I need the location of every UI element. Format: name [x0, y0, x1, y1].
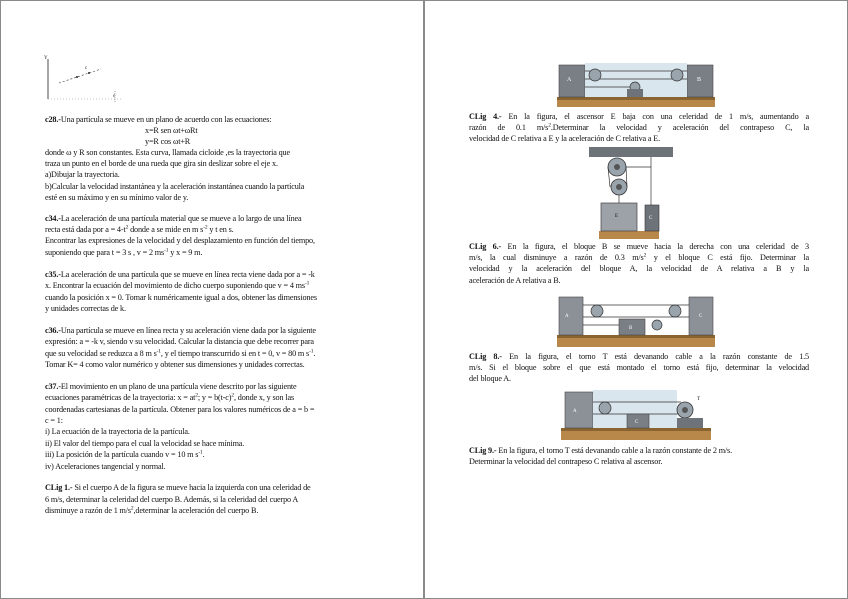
- p28-line2: donde ω y R son constantes. Esta curva, llamada cicloide ,es la trayectoria que: [45, 148, 290, 157]
- clig8-line3: del bloque A.: [469, 374, 511, 383]
- cycloid-sketch: [41, 53, 131, 107]
- p36-line2: expresión: a = -k v, siendo v su velocidad. Calcular la distancia que debe recorrer para: [45, 337, 314, 346]
- p28-title: c28.-: [45, 115, 61, 124]
- clig1-title: CLig 1.-: [45, 483, 73, 492]
- p28-line1: c28.-Una partícula se mueve en un plano de acuerdo con las ecuaciones:: [45, 115, 272, 124]
- graph-label-cc: c: [113, 94, 116, 99]
- p37-item-i: i) La ecuación de la trayectoria de la partícula.: [45, 427, 190, 436]
- clig1-line1: CLig 1.- Si el cuerpo A de la figura se mueve hacia la izquierda con una celeridad de: [45, 483, 311, 492]
- p28-item-b2: esté en su máximo y en su mínimo valor de y.: [45, 193, 189, 202]
- clig1-line3: disminuye a razón de 1 $m/s^2,determinar$ la aceleración del cuerpo B.: [45, 505, 259, 515]
- fig6-label-c: C: [649, 216, 653, 221]
- p37-line3: coordenadas cartesianas de la partícula. Obtener para los valores numéricos de a = b =: [45, 405, 315, 414]
- p37-item-iii: iii) La posición de la partícula cuando v = 10 m $s^{-1}$.: [45, 449, 205, 459]
- graph-label-c: c: [85, 66, 88, 71]
- clig6-title: CLig 6.-: [469, 242, 502, 251]
- p37-line4: c = 1:: [45, 416, 63, 425]
- p28-eq2: y=R cos ωt+R: [145, 137, 191, 146]
- p35-title: c35.-: [45, 270, 61, 279]
- fig9-label-c: C: [635, 420, 639, 425]
- p28-line3: traza un punto en el borde de una rueda que gira sin deslizar sobre el eje x.: [45, 159, 278, 168]
- clig4-line3: velocidad de C relativa a E y la aceleración de C relativa a E.: [469, 134, 661, 143]
- clig9-title: CLig 9.-: [469, 446, 497, 455]
- fig4-label-a: A: [567, 77, 572, 83]
- figure-clig9: [561, 388, 711, 440]
- clig4-line1: CLig 4.- En la figura, el ascensor E baja con una celeridad de 1 m/s, aumentando a: [469, 112, 809, 121]
- fig9-label-t: T: [697, 397, 700, 402]
- figure-clig4: [557, 59, 715, 107]
- p37-title: c37.-: [45, 382, 61, 391]
- clig4-title: CLig 4.-: [469, 112, 502, 121]
- p36-line4: Tomar K= 4 como valor numérico y obtener sus dimensiones y unidades correctas.: [45, 360, 305, 369]
- clig1-line2: 6 m/s, determinar la celeridad del cuerpo B. Además, si la celeridad del cuerpo A: [45, 495, 299, 504]
- fig8-label-b: B: [629, 326, 633, 331]
- p36-line3: que su velocidad se reduzca a 8 m $s^{-1}$, y el tiempo transcurrido si en t = 0, v = 80 m $s^{-1}$.: [45, 348, 316, 358]
- p34-title: c34.-: [45, 214, 61, 223]
- figure-clig6: [589, 147, 673, 239]
- p34-line2: recta está dada por $a = 4-t^2$ donde a se mide en m $s^{-2}$ y t en s.: [45, 224, 234, 234]
- p35-line3: cuando la posición x = 0. Tomar k numéricamente igual a dos, obtener las dimensiones: [45, 293, 317, 302]
- fig8-label-c: C: [699, 314, 703, 319]
- clig6-line1: CLig 6.- En la figura, el bloque B se mueve hacia la derecha con una celeridad de 3: [469, 242, 809, 251]
- clig8-title: CLig 8.-: [469, 352, 502, 361]
- p35-line4: y unidades correctas de k.: [45, 304, 126, 313]
- fig6-label-e: E: [615, 214, 618, 219]
- clig4-line2: razón de 0.1 $m/s^2.Determinar$ la velocidad y aceleración del contrapeso C, la: [469, 122, 809, 132]
- p34-line4: suponiendo que para t = 3 s , v = 2 $ms^{-1}$ y x = 9 m.: [45, 247, 203, 257]
- clig8-line1: CLig 8.- En la figura, el torno T está devanando cable a la razón constante de 1.5: [469, 352, 809, 361]
- clig9-line1: CLig 9.- En la figura, el torno T está devanando cable a la razón constante de 2 m/s.: [469, 446, 732, 455]
- p37-line2: ecuaciones paramétricas de la trayectoria: $x = at^2$; $y = b(t-c)^2$, donde x, y son las: [45, 392, 294, 402]
- p36-title: c36.-: [45, 326, 61, 335]
- graph-axis-label: Y: [44, 56, 48, 61]
- figure-clig8: [557, 291, 715, 347]
- clig6-line4: aceleración de A relativa a B.: [469, 276, 561, 285]
- p35-line2: x. Encontrar la ecuación del movimiento de dicho cuerpo suponiendo que v = 4 $ms^{-1}$: [45, 280, 310, 290]
- p28-item-b1: b)Calcular la velocidad instantánea y la aceleración instantánea cuando la partícula: [45, 182, 305, 191]
- p36-line1: c36.-Una partícula se mueve en línea recta y su aceleración viene dada por la siguiente: [45, 326, 316, 335]
- fig9-label-a: A: [573, 409, 577, 414]
- p34-line1: c34.-La aceleración de una partícula material que se mueve a lo largo de una línea: [45, 214, 302, 223]
- p28-eq1: x=R sen ωt+ωRt: [145, 126, 198, 135]
- clig6-line2: m/s, la cual disminuye a razón de 0.3 $m/s^2$ y el bloque C está fijo. Determinar la: [469, 252, 809, 262]
- p35-line1: c35.-La aceleración de una partícula que se mueve en línea recta viene dada por a = -k: [45, 270, 315, 279]
- fig4-label-b: B: [697, 77, 701, 83]
- p37-line1: c37.-El movimiento en un plano de una partícula viene descrito por las siguiente: [45, 382, 297, 391]
- p28-item-a: a)Dibujar la trayectoria.: [45, 170, 120, 179]
- p37-item-iv: iv) Aceleraciones tangencial y normal.: [45, 462, 166, 471]
- p37-item-ii: ii) El valor del tiempo para el cual la velocidad se hace mínima.: [45, 439, 245, 448]
- clig6-line3: velocidad y la aceleración del bloque A, la velocidad de A relativa a B y la: [469, 264, 809, 273]
- p34-line3: Encontrar las expresiones de la velocidad y del desplazamiento en función del tiempo,: [45, 236, 315, 245]
- clig8-line2: m/s. Si el bloque sobre el que está montado el torno está fijo, determinar la velocidad: [469, 363, 809, 372]
- fig8-label-a: A: [565, 314, 569, 319]
- clig9-line2: Determinar la velocidad del contrapeso C relativa al ascensor.: [469, 457, 663, 466]
- right-page: [424, 0, 848, 599]
